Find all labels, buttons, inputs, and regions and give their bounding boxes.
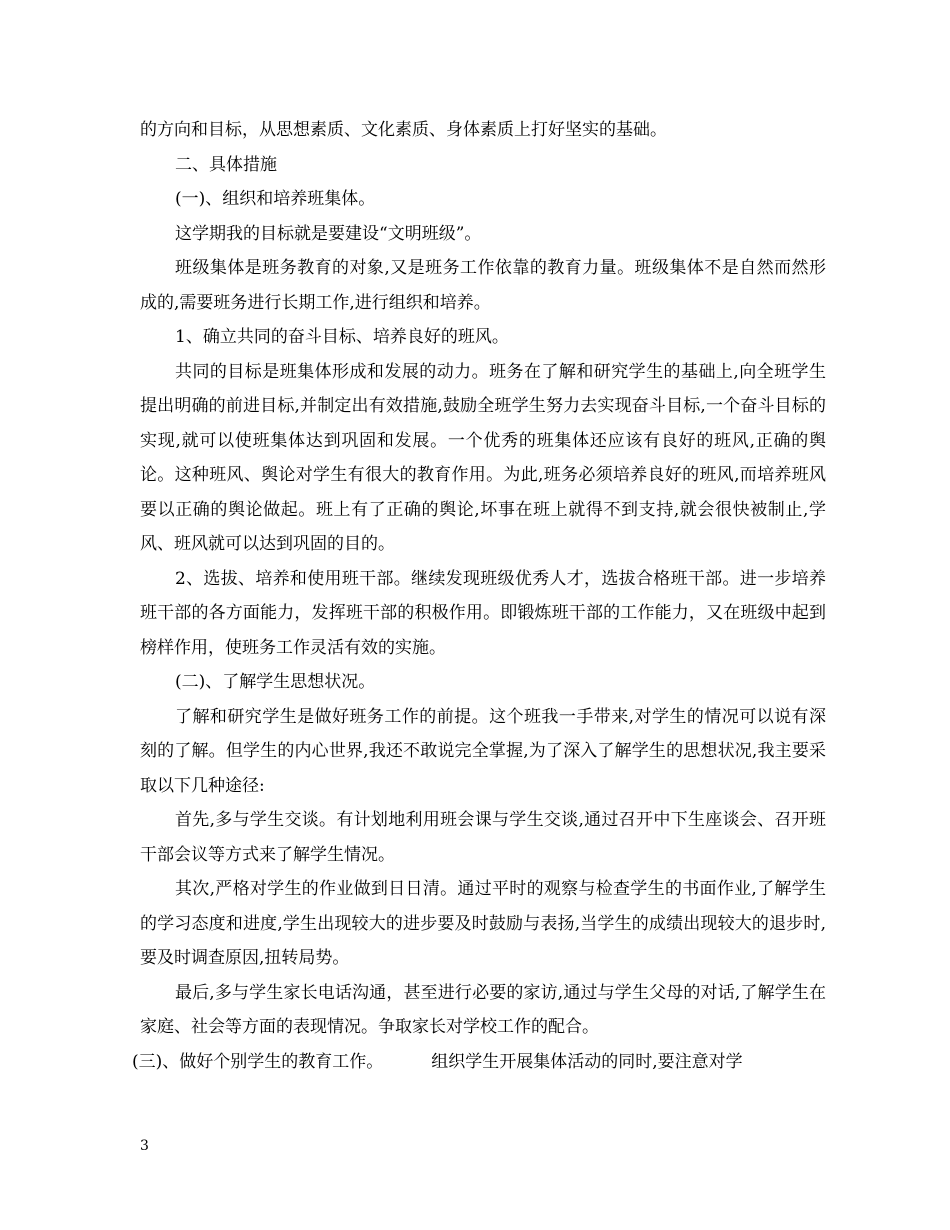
paragraph: 最后,多与学生家长电话沟通，甚至进行必要的家访,通过与学生父母的对话,了解学生在家庭、社会等方面的表现情况。争取家长对学校工作的配合。 [140,982,826,1037]
paragraph: 2、选拔、培养和使用班干部。继续发现班级优秀人才，选拔合格班干部。进一步培养班干部的各方面能力，发挥班干部的积极作用。即锻炼班干部的工作能力，又在班级中起到榜样作用，使班务工作灵活有效的实施。 [140,568,826,658]
paragraph: 了解和研究学生是做好班务工作的前提。这个班我一手带来,对学生的情况可以说有深刻的了解。但学生的内心世界,我还不敢说完全掌握,为了深入了解学生的思想状况,我主要采取以下几种途径: [140,706,826,796]
item-heading: 1、确立共同的奋斗目标、培养良好的班风。 [175,327,509,347]
paragraph: 的方向和目标，从思想素质、文化素质、身体素质上打好坚实的基础。 [140,120,667,140]
subsection-heading: (一)、组织和培养班集体。 [175,189,376,209]
paragraph: 首先,多与学生交谈。有计划地利用班会课与学生交谈,通过召开中下生座谈会、召开班干部会议等方式来了解学生情况。 [140,810,826,865]
page-number: 3 [140,1138,149,1154]
paragraph: 班级集体是班务教育的对象,又是班务工作依靠的教育力量。班级集体不是自然而然形成的,需要班务进行长期工作,进行组织和培养。 [140,258,826,313]
paragraph: 共同的目标是班集体形成和发展的动力。班务在了解和研究学生的基础上,向全班学生提出明确的前进目标,并制定出有效措施,鼓励全班学生努力去实现奋斗目标,一个奋斗目标的实现,就可以使班集体达到巩固和发展。一个优秀的班集体还应该有良好的班风,正确的舆论。这种班风、舆论对学生有很大的教育作用。为此,班务必须培养良好的班风,而培养班风要以正确的舆论做起。班上有了正确的舆论,坏事在班上就得不到支持,就会很快被制止,学风、班风就可以达到巩固的目的。 [140,361,826,554]
paragraph: 这学期我的目标就是要建设“文明班级”。 [175,223,482,244]
paragraph-start: 组织学生开展集体活动的同时,要注意对学 [431,1051,743,1072]
document-body [132,113,826,1079]
last-line [132,1045,826,1080]
section-heading: 二、具体措施 [175,154,277,175]
subsection-heading: (二)、了解学生思想状况。 [175,672,376,692]
paragraph: 其次,严格对学生的作业做到日日清。通过平时的观察与检查学生的书面作业,了解学生的学习态度和进度,学生出现较大的进步要及时鼓励与表扬,当学生的成绩出现较大的退步时,要及时调查原因,扭转局势。 [140,879,826,968]
subsection-heading: (三)、做好个别学生的教育工作。 [132,1051,384,1072]
